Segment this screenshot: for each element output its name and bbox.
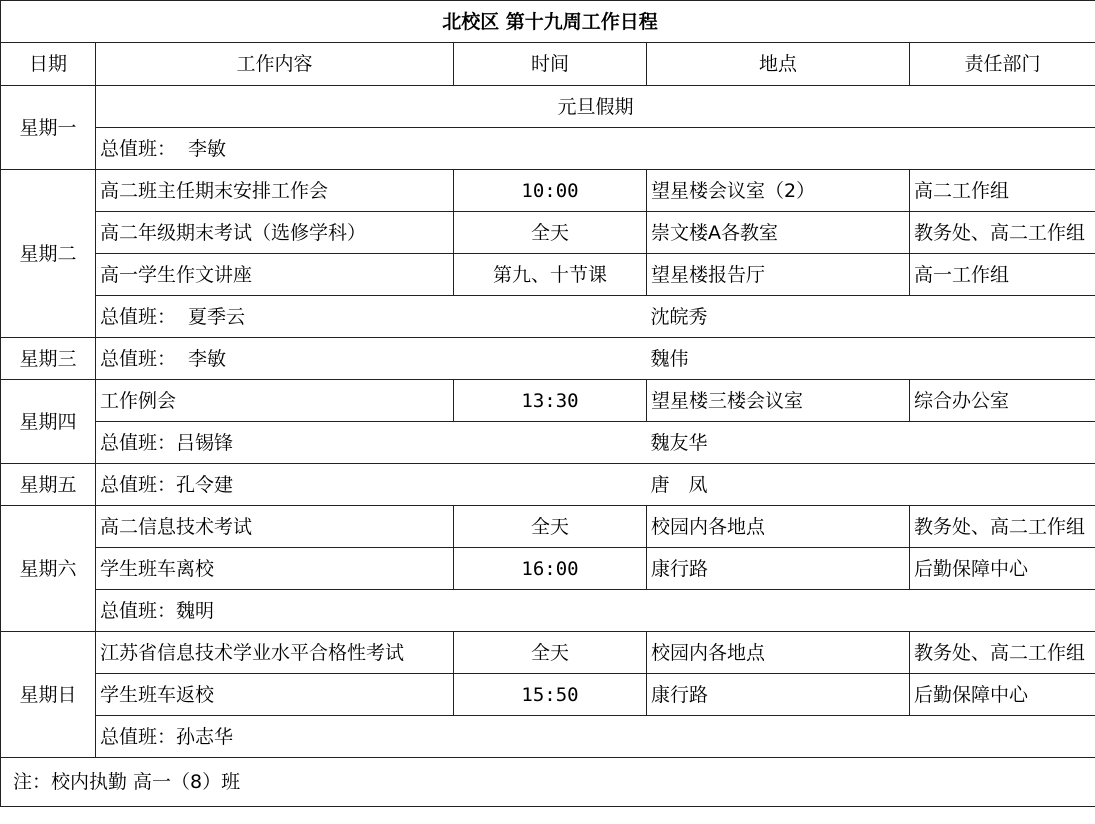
place-cell: 康行路 [647, 674, 910, 716]
note-row [1, 758, 1095, 807]
duty-row [1, 296, 1095, 338]
duty-label: 总值班： [100, 305, 177, 328]
duty-row [1, 422, 1095, 464]
duty-label: 总值班： [100, 599, 177, 622]
duty-cell [96, 422, 647, 464]
time-cell: 10:00 [454, 170, 647, 212]
dept-cell: 后勤保障中心 [910, 674, 1095, 716]
duty-label: 总值班： [100, 473, 177, 496]
place-cell: 望星楼报告厅 [647, 254, 910, 296]
duty-cell [96, 296, 647, 338]
duty-row [1, 128, 1095, 170]
day-label-mon: 星期一 [1, 86, 96, 170]
duty-row [1, 338, 1095, 380]
duty-label: 总值班： [100, 725, 177, 748]
day-label-tue: 星期二 [1, 170, 96, 338]
place-cell: 校园内各地点 [647, 506, 910, 548]
sheet-title: 北校区 第十九周工作日程 [1, 1, 1095, 43]
dept-cell: 教务处、高二工作组 [910, 506, 1095, 548]
duty-name: 李敏 [188, 347, 227, 370]
place-cell: 崇文楼A各教室 [647, 212, 910, 254]
day-label-wed: 星期三 [1, 338, 96, 380]
time-cell: 13:30 [454, 380, 647, 422]
holiday-cell: 元旦假期 [96, 86, 1095, 128]
duty-name: 李敏 [188, 137, 227, 160]
time-cell: 第九、十节课 [454, 254, 647, 296]
duty-name-secondary: 沈皖秀 [647, 296, 1095, 338]
table-row [1, 674, 1095, 716]
content-cell: 高二信息技术考试 [96, 506, 454, 548]
content-cell: 高一学生作文讲座 [96, 254, 454, 296]
time-cell: 15:50 [454, 674, 647, 716]
table-row [1, 170, 1095, 212]
duty-cell [96, 338, 647, 380]
content-cell: 工作例会 [96, 380, 454, 422]
dept-cell: 教务处、高二工作组 [910, 632, 1095, 674]
content-cell: 江苏省信息技术学业水平合格性考试 [96, 632, 454, 674]
duty-row [1, 464, 1095, 506]
duty-row [1, 590, 1095, 632]
table-row [1, 86, 1095, 128]
header-date: 日期 [1, 43, 96, 86]
header-content: 工作内容 [96, 43, 454, 86]
time-cell: 全天 [454, 506, 647, 548]
table-row [1, 212, 1095, 254]
duty-name: 魏明 [176, 599, 215, 622]
duty-name-secondary: 魏友华 [647, 422, 1095, 464]
duty-name: 孙志华 [176, 725, 234, 748]
day-label-sat: 星期六 [1, 506, 96, 632]
day-label-thu: 星期四 [1, 380, 96, 464]
place-cell: 望星楼三楼会议室 [647, 380, 910, 422]
dept-cell: 高一工作组 [910, 254, 1095, 296]
duty-name: 孔令建 [176, 473, 234, 496]
content-cell: 高二年级期末考试（选修学科） [96, 212, 454, 254]
day-label-fri: 星期五 [1, 464, 96, 506]
duty-name-secondary: 魏伟 [647, 338, 1095, 380]
duty-label: 总值班： [100, 431, 177, 454]
duty-name: 吕锡锋 [176, 431, 234, 454]
day-label-sun: 星期日 [1, 632, 96, 758]
duty-name: 夏季云 [188, 305, 246, 328]
time-cell: 全天 [454, 212, 647, 254]
note-text: 注：校内执勤 高一（8）班 [1, 758, 1095, 807]
table-row [1, 380, 1095, 422]
content-cell: 学生班车离校 [96, 548, 454, 590]
duty-name-secondary: 唐 凤 [647, 464, 1095, 506]
content-cell: 高二班主任期末安排工作会 [96, 170, 454, 212]
content-cell: 学生班车返校 [96, 674, 454, 716]
duty-label: 总值班： [100, 347, 177, 370]
dept-cell: 后勤保障中心 [910, 548, 1095, 590]
time-cell: 16:00 [454, 548, 647, 590]
duty-cell [96, 464, 647, 506]
table-row [1, 254, 1095, 296]
table-row [1, 632, 1095, 674]
header-row [1, 43, 1095, 86]
duty-label: 总值班： [100, 137, 177, 160]
dept-cell: 高二工作组 [910, 170, 1095, 212]
place-cell: 望星楼会议室（2） [647, 170, 910, 212]
dept-cell: 教务处、高二工作组 [910, 212, 1095, 254]
header-time: 时间 [454, 43, 647, 86]
header-dept: 责任部门 [910, 43, 1095, 86]
table-row [1, 548, 1095, 590]
place-cell: 康行路 [647, 548, 910, 590]
dept-cell: 综合办公室 [910, 380, 1095, 422]
duty-cell [96, 128, 1095, 170]
table-row [1, 506, 1095, 548]
duty-cell [96, 716, 1095, 758]
time-cell: 全天 [454, 632, 647, 674]
duty-row [1, 716, 1095, 758]
place-cell: 校园内各地点 [647, 632, 910, 674]
duty-cell [96, 590, 1095, 632]
header-place: 地点 [647, 43, 910, 86]
